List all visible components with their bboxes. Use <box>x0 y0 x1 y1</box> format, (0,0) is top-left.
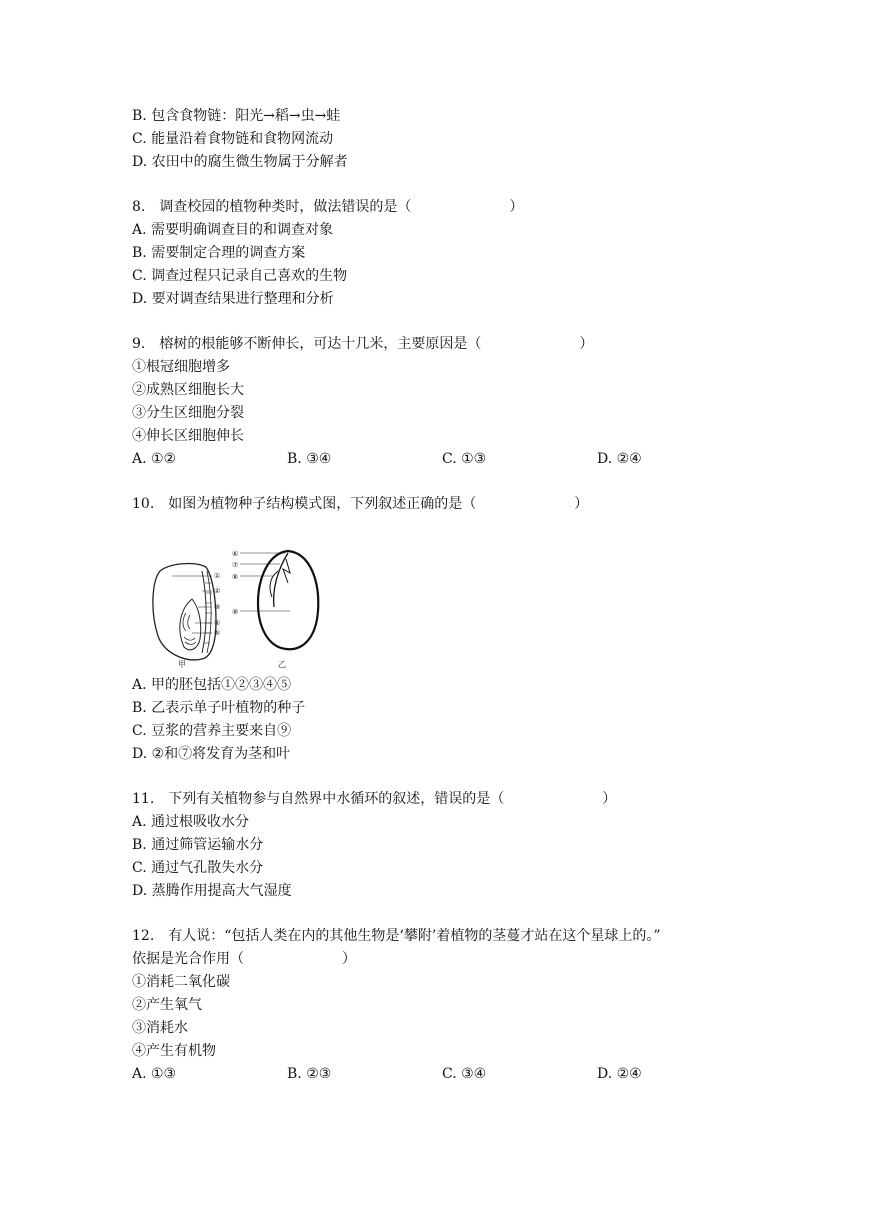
seed-structure-figure <box>140 541 340 671</box>
q12-stem-line-2: 依据是光合作用（ ） <box>132 951 356 967</box>
q9-item-4: ④伸长区细胞伸长 <box>132 428 244 444</box>
bean-seed-number-labels <box>232 550 238 616</box>
q11-stem: 11. 下列有关植物参与自然界中水循环的叙述，错误的是（ ） <box>132 791 617 807</box>
q8-option-d: D. 要对调查结果进行整理和分析 <box>132 291 334 307</box>
q9-option-b: B. ③④ <box>287 451 332 467</box>
q9-item-1: ①根冠细胞增多 <box>132 359 230 375</box>
q10-option-d: D. ②和⑦将发育为茎和叶 <box>132 746 291 762</box>
q7-option-b: B. 包含食物链：阳光→稻→虫→蛙 <box>132 108 341 124</box>
label-9: ⑨ <box>232 608 239 616</box>
caption-jia: 甲 <box>178 660 186 669</box>
q12-option-a: A. ①③ <box>132 1066 177 1082</box>
label-2: ② <box>214 587 221 595</box>
label-7: ⑦ <box>232 561 239 569</box>
q9-stem: 9. 榕树的根能够不断伸长，可达十几米，主要原因是（ ） <box>132 336 594 352</box>
label-1: ① <box>214 572 221 580</box>
q11-option-d: D. 蒸腾作用提高大气湿度 <box>132 883 292 899</box>
label-8: ⑧ <box>232 573 239 581</box>
q11-option-c: C. 通过气孔散失水分 <box>132 860 264 876</box>
q12-stem-line-1: 12. 有人说：“包括人类在内的其他生物是‘攀附’着植物的茎蔓才站在这个星球上的。” <box>132 928 661 944</box>
q7-option-c: C. 能量沿着食物链和食物网流动 <box>132 131 334 147</box>
q9-item-3: ③分生区细胞分裂 <box>132 405 244 421</box>
q12-item-2: ②产生氧气 <box>132 997 202 1013</box>
q8-option-a: A. 需要明确调查目的和调查对象 <box>132 222 334 238</box>
q12-option-b: B. ②③ <box>287 1066 332 1082</box>
q8-option-c: C. 调查过程只记录自己喜欢的生物 <box>132 268 348 284</box>
q12-item-4: ④产生有机物 <box>132 1043 216 1059</box>
label-3: ③ <box>214 603 221 611</box>
label-6: ⑥ <box>232 550 239 558</box>
q12-item-1: ①消耗二氧化碳 <box>132 974 230 990</box>
q9-option-a: A. ①② <box>132 451 177 467</box>
q7-option-d: D. 农田中的腐生微生物属于分解者 <box>132 154 348 170</box>
q11-option-b: B. 通过筛管运输水分 <box>132 837 264 853</box>
q10-option-b: B. 乙表示单子叶植物的种子 <box>132 700 306 716</box>
q9-option-c: C. ①③ <box>442 451 487 467</box>
bean-seed-diagram <box>258 551 318 649</box>
corn-seed-number-labels <box>214 572 220 637</box>
label-4: ④ <box>214 619 221 627</box>
q9-item-2: ②成熟区细胞长大 <box>132 382 244 398</box>
q12-item-3: ③消耗水 <box>132 1020 188 1036</box>
q11-option-a: A. 通过根吸收水分 <box>132 814 250 830</box>
q10-option-a: A. 甲的胚包括①②③④⑤ <box>132 677 292 693</box>
caption-yi: 乙 <box>278 660 286 669</box>
q10-option-c: C. 豆浆的营养主要来自⑨ <box>132 723 292 739</box>
q10-stem: 10. 如图为植物种子结构模式图，下列叙述正确的是（ ） <box>132 496 589 512</box>
q9-option-d: D. ②④ <box>597 451 642 467</box>
q8-stem: 8. 调查校园的植物种类时，做法错误的是（ ） <box>132 199 524 215</box>
corn-seed-diagram <box>153 564 216 660</box>
q8-option-b: B. 需要制定合理的调查方案 <box>132 245 306 261</box>
label-5: ⑤ <box>214 629 221 637</box>
q12-option-d: D. ②④ <box>597 1066 642 1082</box>
q12-option-c: C. ③④ <box>442 1066 487 1082</box>
